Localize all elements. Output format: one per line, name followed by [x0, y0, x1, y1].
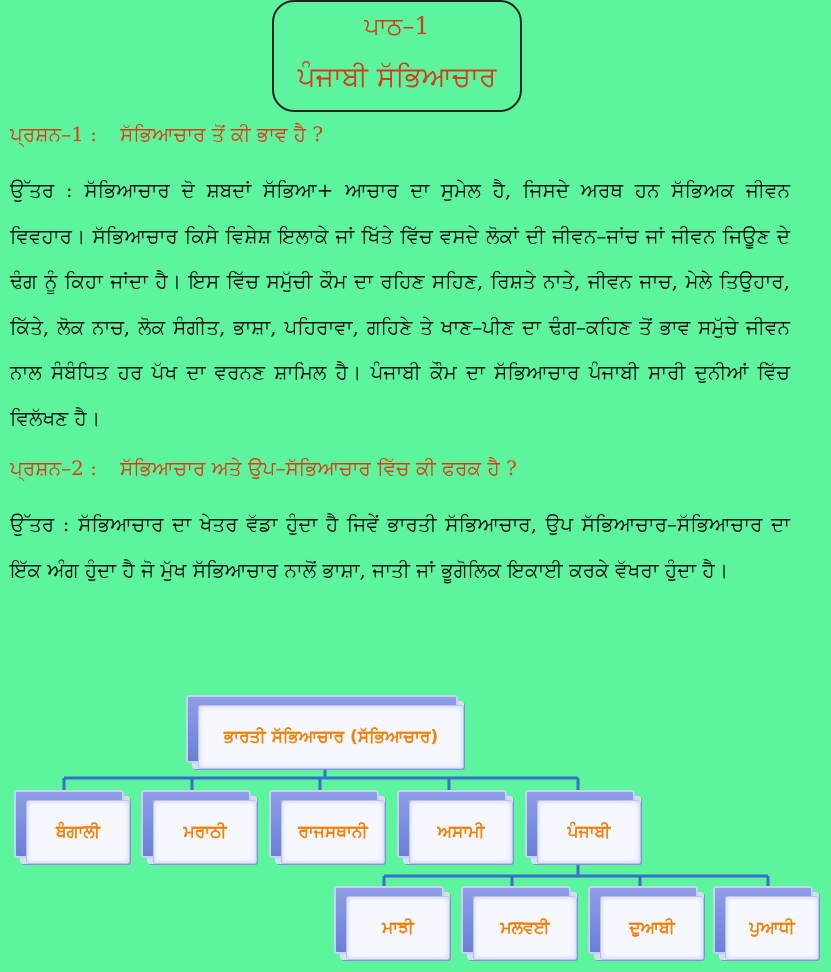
diagram-node-puadhi [713, 886, 813, 954]
diagram-node-label: ਮਰਾਠੀ [153, 800, 257, 864]
diagram-node-majhi [334, 886, 444, 954]
diagram-root-node [186, 695, 458, 763]
question-1-number: ਪ੍ਰਸ਼ਨ–1 : [10, 122, 97, 146]
diagram-node-rajasthani [269, 790, 379, 858]
question-2-number: ਪ੍ਰਸ਼ਨ–2 : [10, 456, 97, 480]
diagram-node-label: ਪੰਜਾਬੀ [537, 800, 641, 864]
diagram-node-label: ਪੁਆਧੀ [725, 896, 819, 960]
diagram-root-label: ਭਾਰਤੀ ਸੱਭਿਆਚਾਰ (ਸੱਭਿਆਚਾਰ) [198, 705, 464, 769]
diagram-node-bengali [14, 790, 124, 858]
diagram-node-label: ਮਲਵਈ [473, 896, 577, 960]
diagram-node-doabi [588, 886, 698, 954]
diagram-node-label: ਮਾਝੀ [346, 896, 450, 960]
question-1-text: ਸੱਭਿਆਚਾਰ ਤੋਂ ਕੀ ਭਾਵ ਹੈ ? [120, 122, 324, 146]
diagram-node-marathi [141, 790, 251, 858]
answer-1: ਉੱਤਰ : ਸੱਭਿਆਚਾਰ ਦੋ ਸ਼ਬਦਾਂ ਸੱਭਿਆ+ ਆਚਾਰ ਦਾ ਸੁਮੇਲ ਹੈ, ਜਿਸਦੇ ਅਰਥ ਹਨ ਸੱਭਿਅਕ ਜੀਵਨ ਵਿਵਹਾਰ। ਸੱਭਿਆਚਾਰ ਕਿਸੇ ਵਿਸ਼ੇਸ਼ ਇਲਾਕੇ ਜਾਂ ਖਿੱਤੇ ਵਿੱਚ ਵਸਦੇ ਲੋਕਾਂ ਦੀ ਜੀਵਨ–ਜਾਂਚ ਜਾਂ ਜੀਵਨ ਜਿਊਣ ਦੇ ਢੰਗ ਨੂੰ ਕਿਹਾ ਜਾਂਦਾ ਹੈ। ਇਸ ਵਿੱਚ ਸਮੁੱਚੀ ਕੌਮ ਦਾ ਰਹਿਣ ਸਹਿਣ, ਰਿਸ਼ਤੇ ਨਾਤੇ, ਜੀਵਨ ਜਾਚ, ਮੇਲੇ ਤਿਉਹਾਰ, ਕਿੱਤੇ, ਲੋਕ ਨਾਚ, ਲੋਕ ਸੰਗੀਤ, ਭਾਸ਼ਾ, ਪਹਿਰਾਵਾ, ਗਹਿਣੇ ਤੇ ਖਾਣ–ਪੀਣ ਦਾ ਢੰਗ–ਕਹਿਣ ਤੋਂ ਭਾਵ ਸਮੁੱਚੇ ਜੀਵਨ ਨਾਲ ਸੰਬੰਧਿਤ ਹਰ ਪੱਖ ਦਾ ਵਰਨਣ ਸ਼ਾਮਿਲ ਹੈ। ਪੰਜਾਬੀ ਕੌਮ ਦਾ ਸੱਭਿਆਚਾਰ ਪੰਜਾਬੀ ਸਾਰੀ ਦੁਨੀਆਂ ਵਿੱਚ ਵਿਲੱਖਣ ਹੈ। [10, 178, 790, 430]
diagram-node-punjabi [525, 790, 635, 858]
answer-2: ਉੱਤਰ : ਸੱਭਿਆਚਾਰ ਦਾ ਖੇਤਰ ਵੱਡਾ ਹੁੰਦਾ ਹੈ ਜਿਵੇਂ ਭਾਰਤੀ ਸੱਭਿਆਚਾਰ, ਉਪ ਸੱਭਿਆਚਾਰ–ਸੱਭਿਆਚਾਰ ਦਾ ਇੱਕ ਅੰਗ ਹੁੰਦਾ ਹੈ ਜੋ ਮੁੱਖ ਸੱਭਿਆਚਾਰ ਨਾਲੋਂ ਭਾਸ਼ਾ, ਜਾਤੀ ਜਾਂ ਭੂਗੋਲਿਕ ਇਕਾਈ ਕਰਕੇ ਵੱਖਰਾ ਹੁੰਦਾ ਹੈ। [10, 512, 790, 582]
diagram-node-malwai [461, 886, 571, 954]
diagram-node-label: ਬੰਗਾਲੀ [26, 800, 130, 864]
question-2-text: ਸੱਭਿਆਚਾਰ ਅਤੇ ਉਪ–ਸੱਭਿਆਚਾਰ ਵਿੱਚ ਕੀ ਫਰਕ ਹੈ ? [120, 456, 517, 480]
diagram-node-label: ਦੁਆਬੀ [600, 896, 704, 960]
lesson-number: ਪਾਠ–1 [364, 12, 430, 40]
diagram-node-assamese [397, 790, 507, 858]
diagram-node-label: ਅਸਾਮੀ [409, 800, 513, 864]
diagram-node-label: ਰਾਜਸਥਾਨੀ [281, 800, 385, 864]
page-title: ਪੰਜਾਬੀ ਸੱਭਿਆਚਾਰ [297, 60, 497, 93]
